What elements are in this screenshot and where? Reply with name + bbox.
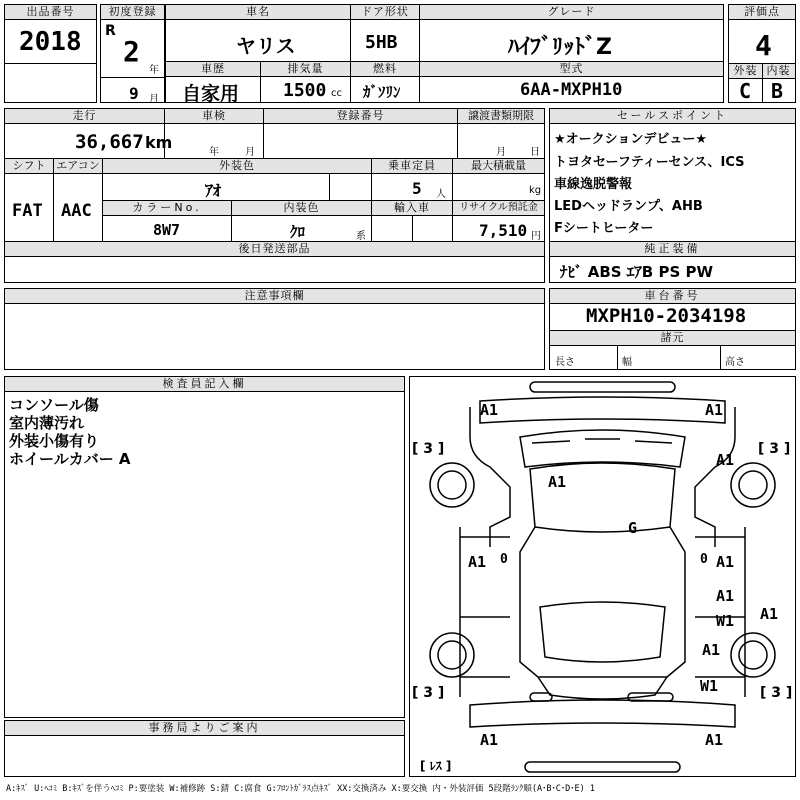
spare-tire: [ ﾚｽ ]: [420, 759, 452, 773]
colorno-label: カラーNo.: [103, 201, 231, 216]
load-box: [452, 158, 545, 201]
color-box: [102, 158, 372, 201]
capacity-label: 乗車定員: [372, 159, 452, 174]
dim-length: 長さ: [555, 357, 575, 368]
equipment-title: 純正装備: [550, 242, 795, 257]
deadline-box: [457, 108, 545, 159]
ext-score: C: [739, 79, 752, 103]
mark-rr-door: A1: [716, 587, 735, 605]
reg-month: 9: [129, 84, 139, 103]
legend: A:ｷｽﾞ U:ﾍｺﾐ B:ｷｽﾞを伴うﾍｺﾐ P:要塗装 W:補修跡 S:錆 C:腐食 G:ﾌﾛﾝﾄｶﾞﾗｽ点ｷｽﾞ XX:交換済み X:要交換 内・外装評価 5段階ﾗﾝｸ順(A･B･C･D･E) 1: [6, 784, 595, 794]
mark-rl-corner: A1: [480, 731, 499, 749]
equipment-box: [549, 241, 796, 283]
mark-rr-corner: A1: [705, 731, 724, 749]
car-name-box: [165, 4, 351, 62]
score-label: 評価点: [729, 5, 795, 20]
history-value: 自家用: [182, 83, 240, 105]
tire-fr: [ 3 ]: [758, 441, 791, 457]
mark-rr-side: A1: [760, 605, 779, 623]
inspection-label: 車検: [165, 109, 263, 124]
mark-glass: G: [628, 519, 638, 537]
plate-label: 登録番号: [264, 109, 457, 124]
color-value: ｱｵ: [205, 181, 222, 200]
tire-rr: [ 3 ]: [760, 685, 793, 701]
car-name-label: 車名: [166, 5, 350, 20]
inspector-line: 室内薄汚れ: [9, 414, 85, 432]
first-reg-box: [100, 4, 165, 103]
mark-rr-door-w: W1: [716, 612, 735, 630]
mark-hood: A1: [548, 473, 567, 491]
mileage-box: [4, 108, 173, 159]
notes-box: [4, 288, 545, 370]
recycle-box: [452, 200, 545, 242]
inspection-box: [164, 108, 264, 159]
deadline-label: 譲渡書類期限: [458, 109, 544, 124]
capacity-value: 5: [412, 179, 422, 198]
door-box: [350, 4, 420, 62]
later-parts-label: 後日発送部品: [5, 242, 544, 257]
colorno-box: [102, 200, 232, 242]
displacement-label: 排気量: [261, 62, 350, 77]
inspector-line: ホイールカバー A: [9, 450, 131, 468]
yen-unit: 円: [531, 231, 541, 242]
km-unit: km: [145, 133, 173, 152]
chassis-value: MXPH10-2034198: [586, 305, 747, 327]
displacement-value: 1500: [283, 80, 327, 101]
insp-year-unit: 年: [209, 147, 219, 158]
car-outline: [410, 377, 795, 776]
interior-box: [231, 200, 372, 242]
door-value: 5HB: [365, 32, 398, 53]
lot-value: 2018: [19, 27, 82, 57]
cc-unit: cc: [331, 88, 342, 99]
selling-points-box: [549, 108, 796, 242]
fuel-box: [350, 61, 420, 103]
shift-label: シフト: [5, 159, 53, 174]
interior-value: ｸﾛ: [290, 223, 306, 241]
inspector-line: 外装小傷有り: [9, 432, 100, 450]
plate-box: [263, 108, 458, 159]
import-label: 輸入車: [372, 201, 452, 216]
kg-unit: kg: [529, 185, 542, 196]
recycle-label: リサイクル預託金: [453, 201, 544, 216]
ac-label: エアコン: [54, 159, 102, 174]
car-name: ヤリス: [236, 34, 296, 58]
door-label: ドア形状: [351, 5, 419, 20]
ac-box: [53, 158, 103, 242]
mark-fr-corner: A1: [705, 401, 724, 419]
fuel-label: 燃料: [351, 62, 419, 77]
import-box: [371, 200, 453, 242]
selling-point: ★オークションデビュー★: [554, 132, 708, 147]
history-box: [165, 61, 261, 103]
dl-day-unit: 日: [530, 147, 540, 158]
inspector-title: 検査員記入欄: [5, 377, 404, 392]
color-label: 外装色: [103, 159, 371, 174]
score-value: 4: [755, 29, 772, 62]
selling-points-title: セールスポイント: [550, 109, 795, 124]
chassis-box: [549, 288, 796, 370]
selling-point: Fシートヒーター: [554, 221, 654, 236]
recycle-value: 7,510: [479, 221, 528, 240]
colorno-value: 8W7: [153, 221, 181, 239]
person-unit: 人: [436, 189, 446, 200]
zero-right: 0: [700, 552, 708, 567]
mark-rr-wheel-w: W1: [700, 677, 719, 695]
interior-label: 内装色: [232, 201, 371, 216]
mark-fr-wheel: A1: [716, 451, 735, 469]
mark-fl-corner: A1: [480, 401, 499, 419]
car-diagram: [409, 376, 796, 777]
chassis-title: 車台番号: [550, 289, 795, 304]
model-label: 型式: [420, 62, 723, 77]
displacement-box: [260, 61, 351, 103]
ac-value: AAC: [61, 201, 92, 221]
month-unit: 月: [149, 94, 159, 105]
mark-door-fr: A1: [716, 553, 735, 571]
load-label: 最大積載量: [453, 159, 544, 174]
tire-rl: [ 3 ]: [412, 685, 445, 701]
capacity-box: [371, 158, 453, 201]
dim-width: 幅: [622, 357, 632, 368]
office-title: 事務局よりご案内: [5, 721, 404, 736]
selling-point: 車線逸脱警報: [554, 177, 633, 192]
model-box: [419, 61, 724, 103]
dim-height: 高さ: [725, 357, 745, 368]
dims-title: 諸元: [550, 330, 795, 346]
selling-point: LEDヘッドランプ、AHB: [554, 199, 703, 214]
selling-point: トヨタセーフティーセンス、ICS: [554, 155, 745, 170]
interior-unit: 系: [356, 231, 366, 242]
office-box: [4, 720, 405, 777]
shift-value: FAT: [12, 201, 43, 221]
shift-box: [4, 158, 54, 242]
inspector-line: コンソール傷: [9, 396, 99, 414]
mark-door-fl: A1: [468, 553, 487, 571]
history-label: 車歴: [166, 62, 260, 77]
notes-label: 注意事項欄: [5, 289, 544, 304]
era: R: [105, 23, 116, 39]
mark-rr-wheel: A1: [702, 641, 721, 659]
score-box: [728, 4, 796, 103]
inspector-box: [4, 376, 405, 718]
mileage-label: 走行: [5, 109, 164, 124]
year-unit: 年: [149, 65, 159, 76]
grade-label: グレード: [420, 5, 723, 20]
int-score: B: [771, 79, 784, 103]
tire-fl: [ 3 ]: [412, 441, 445, 457]
int-label: 内装: [762, 64, 795, 79]
fuel-value: ｶﾞｿﾘﾝ: [363, 83, 401, 101]
ext-label: 外装: [729, 64, 762, 79]
lot-box: [4, 4, 97, 103]
grade-box: [419, 4, 724, 62]
insp-month-unit: 月: [245, 147, 255, 158]
reg-year: 2: [123, 35, 140, 68]
dl-month-unit: 月: [496, 147, 506, 158]
model-value: 6AA-MXPH10: [520, 80, 623, 100]
equipment-value: ﾅﾋﾞ ABS ｴｱB PS PW: [560, 263, 714, 281]
lot-label: 出品番号: [5, 5, 96, 20]
grade-value: ﾊｲﾌﾞﾘｯﾄﾞZ: [508, 35, 612, 60]
later-parts-box: [4, 241, 545, 283]
mileage-value: 36,667: [75, 131, 144, 153]
first-reg-label: 初度登録: [101, 5, 164, 20]
zero-left: 0: [500, 552, 508, 567]
